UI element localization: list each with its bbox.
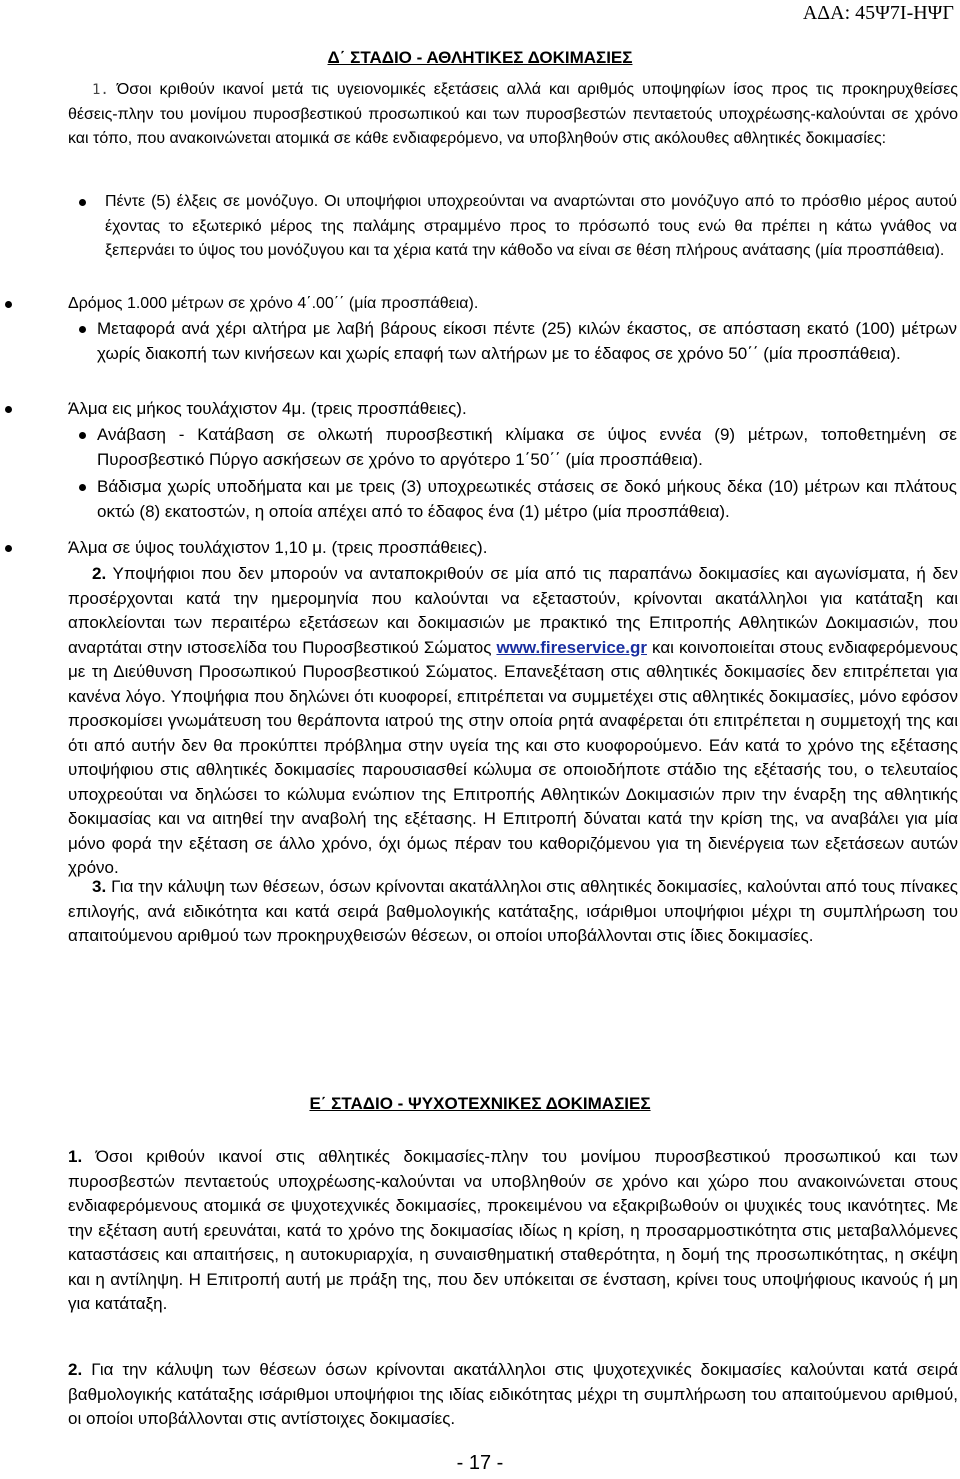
section-d-paragraph-3 xyxy=(68,875,958,949)
section-e-paragraph-1 xyxy=(68,1145,958,1317)
paragraph-text: Όσοι κριθούν ικανοί στις αθλητικές δοκιμασίες-πλην του μονίμου πυροσβεστικού προσωπικού και των πυροσβεστών πενταετούς υποχρέωσης-καλούνται να υποβληθούν σε χρόνο και χώρο που ανακοινώνεται στους ενδιαφερόμενους ατομικά σε ψυχοτεχνικές δοκιμασίες, προκειμένου να εξακριβωθούν οι ψυχικές τους ικανότητες. Με την εξέταση αυτή ερευνάται, κατά το χρόνο της δοκιμασίας ιδίως η κρίση, η προσαρμοστικότητα στις μεταβαλλόμενες καταστάσεις και απαιτήσεις, η αυτοκυριαρχία, η συναισθηματική σταθερότητα, η δομή της προσωπικότητας, η σκέψη και η αντίληψη. Η Επιτροπή αυτή με πράξη της, που δεν υπόκειται σε ένσταση, κρίνει τους υποψήφιους ικανούς ή μη για κατάταξη. xyxy=(68,1147,958,1313)
paragraph-text: Υποψήφιοι που δεν μπορούν να ανταποκριθούν σε μία από τις παραπάνω δοκιμασίες και αγωνίσματα, ή δεν προσέρχονται κατά την ημερομηνία που καλούνται να εξεταστούν, κρίνονται ακατάλληλοι για κατάταξη και αποκλείονται των περαιτέρω εξετάσεων και δοκιμασιών με πρακτικό της Επιτροπής Αθλητικών Δοκιμασιών, που αναρτάται στην ιστοσελίδα του Πυροσβεστικού Σώματος xyxy=(68,564,958,657)
paragraph-text: Όσοι κριθούν ικανοί μετά τις υγειονομικές εξετάσεις αλλά και αριθμός υποψηφίων ίσος προς τις προκηρυχθείσες θέσεις-πλην του μονίμου πυροσβεστικού προσωπικού και των πυροσβεστών πενταετούς υποχρέωσης-καλούνται σε χρόνο και τόπο, που ανακοινώνεται ατομικά σε κάθε ενδιαφερόμενο, να υποβληθούν στις ακόλουθες αθλητικές δοκιμασίες: xyxy=(68,81,958,147)
paragraph-number: 1. xyxy=(92,82,109,98)
bullet-icon xyxy=(5,301,12,308)
bullet-item-high-jump: Άλμα σε ύψος τουλάχιστον 1,10 μ. (τρεις προσπάθειες). xyxy=(68,538,488,557)
section-d-title: Δ΄ ΣΤΑΔΙΟ - ΑΘΛΗΤΙΚΕΣ ΔΟΚΙΜΑΣΙΕΣ xyxy=(327,48,633,67)
section-e-paragraph-2 xyxy=(68,1358,958,1432)
bullet-icon xyxy=(79,432,86,439)
paragraph-text: Για την κάλυψη των θέσεων, όσων κρίνονται ακατάλληλοι στις αθλητικές δοκιμασίες, καλούνται από τους πίνακες επιλογής, ανά ειδικότητα και κατά σειρά βαθμολογικής κατάταξης, ισάριθμοι υποψήφιοι μέχρι τη συμπλήρωση του απαιτούμενου αριθμού των προκηρυχθεισών θέσεων, οι οποίοι υποβάλλονται στις ίδιες δοκιμασίες. xyxy=(68,877,958,945)
bullet-item-pullups: Πέντε (5) έλξεις σε μονόζυγο. Οι υποψήφιοι υποχρεούνται να αναρτώνται στο μονόζυγο από το πρόσθιο μέρος αυτού έχοντας το εξωτερικό μέρος της παλάμης στραμμένο προς το πρόσωπό τους ενώ θα πρέπει η κάτω γνάθος να ξεπερνάει το ύψος του μονόζυγου και τα χέρια κατά την κάθοδο να είναι σε θέση πλήρους ανάτασης (μία προσπάθεια). xyxy=(105,193,957,259)
bullet-item-beam-walk: Βάδισμα χωρίς υποδήματα και με τρεις (3) υποχρεωτικές στάσεις σε δοκό μήκους δέκα (10) μέτρων και πλάτους οκτώ (8) εκατοστών, η οποία απέχει από το έδαφος ένα (1) μέτρο (μία προσπάθεια). xyxy=(97,477,957,521)
paragraph-text: Για την κάλυψη των θέσεων όσων κρίνονται ακατάλληλοι στις ψυχοτεχνικές δοκιμασίες καλούνται κατά σειρά βαθμολογικής κατάταξης ισάριθμοι υποψήφιοι της ιδίας ειδικότητας μέχρι τη συμπλήρωση του απαιτούμενου αριθμού, οι οποίοι υποβάλλονται στις αντίστοιχες δοκιμασίες. xyxy=(68,1360,958,1428)
bullet-icon xyxy=(79,484,86,491)
bullet-item-run: Δρόμος 1.000 μέτρων σε χρόνο 4΄.00΄΄ (μία προσπάθεια). xyxy=(68,295,479,312)
bullet-item-ladder: Ανάβαση - Κατάβαση σε ολκωτή πυροσβεστική κλίμακα σε ύψος εννέα (9) μέτρων, τοποθετημένη σε Πυροσβεστικό Πύργο ασκήσεων σε χρόνο το αργότερο 1΄50΄΄ (μία προσπάθεια). xyxy=(97,425,957,469)
bullet-icon xyxy=(5,545,12,552)
bullet-item-long-jump: Άλμα εις μήκος τουλάχιστον 4μ. (τρεις προσπάθειες). xyxy=(68,399,467,418)
bullet-icon xyxy=(79,199,86,206)
paragraph-number: 2. xyxy=(92,564,107,583)
bullet-icon xyxy=(79,326,86,333)
section-e-title: Ε΄ ΣΤΑΔΙΟ - ΨΥΧΟΤΕΧΝΙΚΕΣ ΔΟΚΙΜΑΣΙΕΣ xyxy=(309,1094,651,1113)
bullet-icon xyxy=(5,406,12,413)
section-d-paragraph-2 xyxy=(68,562,958,881)
paragraph-number: 1. xyxy=(68,1147,83,1166)
section-d-paragraph-1 xyxy=(68,78,958,152)
paragraph-text: και κοινοποιείται στους ενδιαφερόμενους με τη Διεύθυνση Προσωπικού Πυροσβεστικού Σώματος. Επανεξέταση στις αθλητικές δοκιμασίες δεν επιτρέπεται για κανένα λόγο. Υποψήφια που δηλώνει ότι κυοφορεί, επιτρέπεται να συμμετέχει στις αθλητικές δοκιμασίες, μόνο εφόσον προσκομίσει γνωμάτευση του θεράποντα ιατρού της στην οποία ρητά αναφέρεται ότι επιτρέπεται η συμμετοχή της και ότι από αυτήν δεν θα προκύπτει πρόβλημα στην υγεία της και στο κυοφορούμενο. Εάν κατά το χρόνο της εξέτασης υποψήφιου στις αθλητικές δοκιμασίες παρουσιασθεί κώλυμα σε οποιοδήποτε στάδιο της εξέτασής του, ο τελευταίος υποχρεούται να δηλώσει το κώλυμα ενώπιον της Επιτροπής Αθλητικών Δοκιμασιών πριν την έναρξη της αθλητικής δοκιμασίας και να αιτηθεί την αναβολή της εξέτασης. Η Επιτροπή δύναται κατά την κρίση της, να αναβάλει για μία μόνο φορά την εξέταση σε άλλο χρόνο, όχι όμως πέραν του καθοριζόμενου για τη διενέργεια των εξετάσεων αυτών χρόνο. xyxy=(68,637,958,877)
ada-number: ΑΔΑ: 45Ψ7Ι-ΗΨΓ xyxy=(802,2,954,24)
fireservice-link[interactable]: www.fireservice.gr xyxy=(496,637,647,657)
paragraph-number: 3. xyxy=(92,877,107,896)
page-number: - 17 - xyxy=(456,1452,504,1474)
bullet-item-dumbbell-carry: Μεταφορά ανά χέρι αλτήρα με λαβή βάρους είκοσι πέντε (25) κιλών έκαστος, σε απόσταση εκατό (100) μέτρων χωρίς διακοπή των κινήσεων και χωρίς επαφή των αλτήρων με το έδαφος σε χρόνο 50΄΄ (μία προσπάθεια). xyxy=(97,319,957,363)
paragraph-number: 2. xyxy=(68,1360,83,1379)
